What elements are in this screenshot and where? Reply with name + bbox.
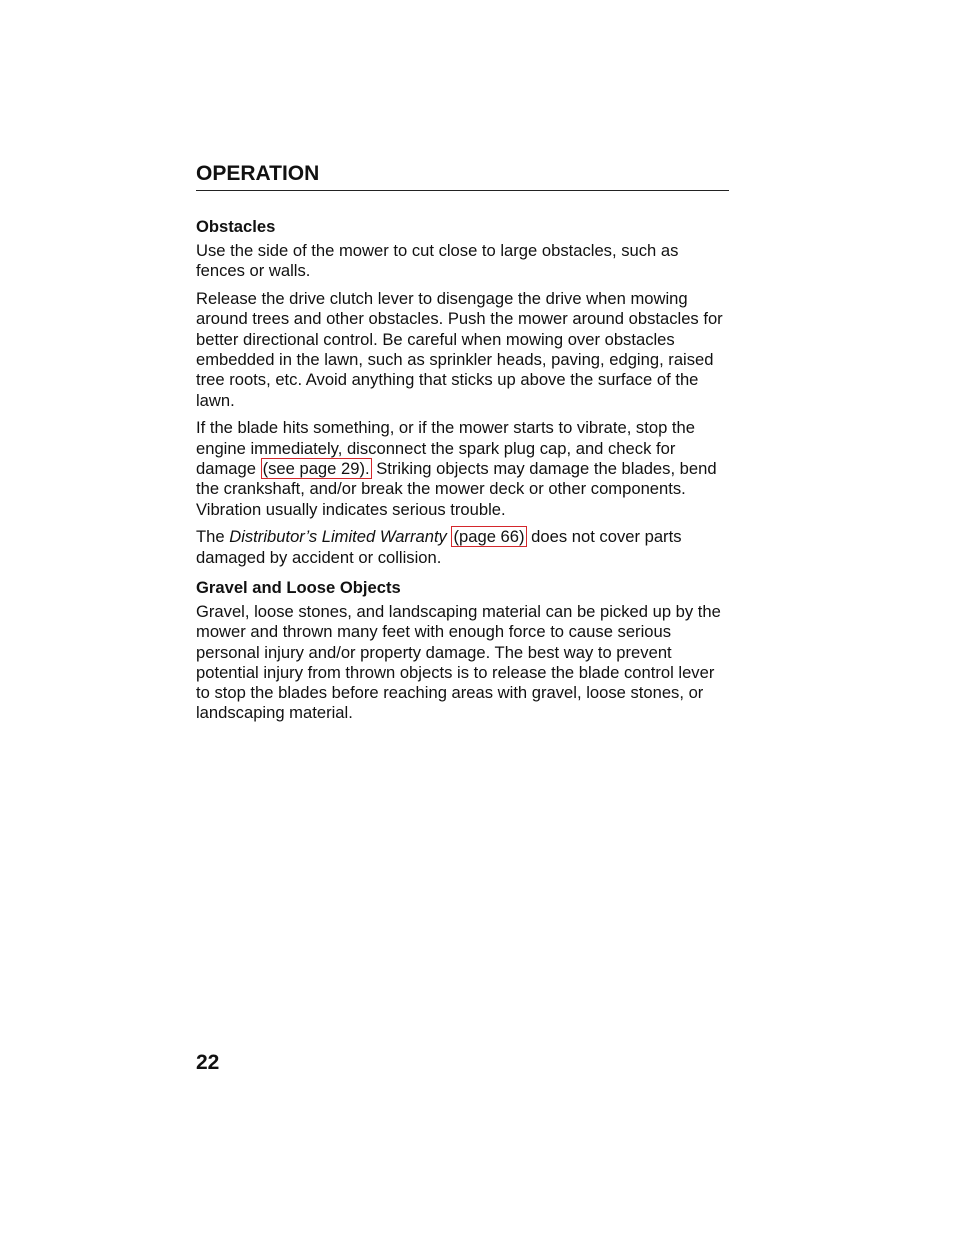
paragraph-text: does not cover parts damaged by accident or collision. <box>196 527 682 567</box>
paragraph-text: The <box>196 527 230 547</box>
page-number: 22 <box>196 1051 220 1074</box>
page-content <box>196 160 729 731</box>
obstacles-paragraph-1: Use the side of the mower to cut close to large obstacles, such as fences or walls. <box>196 241 679 281</box>
obstacles-paragraph-2: Release the drive clutch lever to disengage the drive when mowing around trees and other obstacles. Push the mower around obstacles for better directional control. Be careful when mowing over obstacles embedded in the lawn, such as sprinkler heads, paving, edging, raised tree roots, etc. Avoid anything that sticks up above the surface of the lawn. <box>196 289 723 410</box>
page-66-link[interactable]: (page 66) <box>453 527 525 547</box>
gravel-heading: Gravel and Loose Objects <box>196 577 401 597</box>
section-title: OPERATION <box>196 160 729 191</box>
obstacles-heading: Obstacles <box>196 217 276 236</box>
see-page-29-link[interactable]: (see page 29). <box>262 458 370 478</box>
obstacles-paragraph-4 <box>196 527 729 568</box>
obstacles-paragraph-3 <box>196 418 729 519</box>
warranty-title: Distributor’s Limited Warranty <box>229 527 447 547</box>
gravel-paragraph-1: Gravel, loose stones, and landscaping material can be picked up by the mower and thrown many feet with enough force to cause serious personal injury and/or property damage. The best way to prevent potential injury from thrown objects is to release the blade control lever to stop the blades before reaching areas with gravel, loose stones, or landscaping material. <box>196 601 721 723</box>
paragraph-text: If the blade hits something, or if the mower starts to vibrate, stop the engine immediately, disconnect the spark plug cap, and check for damage <box>196 418 695 478</box>
paragraph-text: Striking objects may damage the blades, bend the crankshaft, and/or break the mower deck or other components. Vibration usually indicates serious trouble. <box>196 458 717 519</box>
